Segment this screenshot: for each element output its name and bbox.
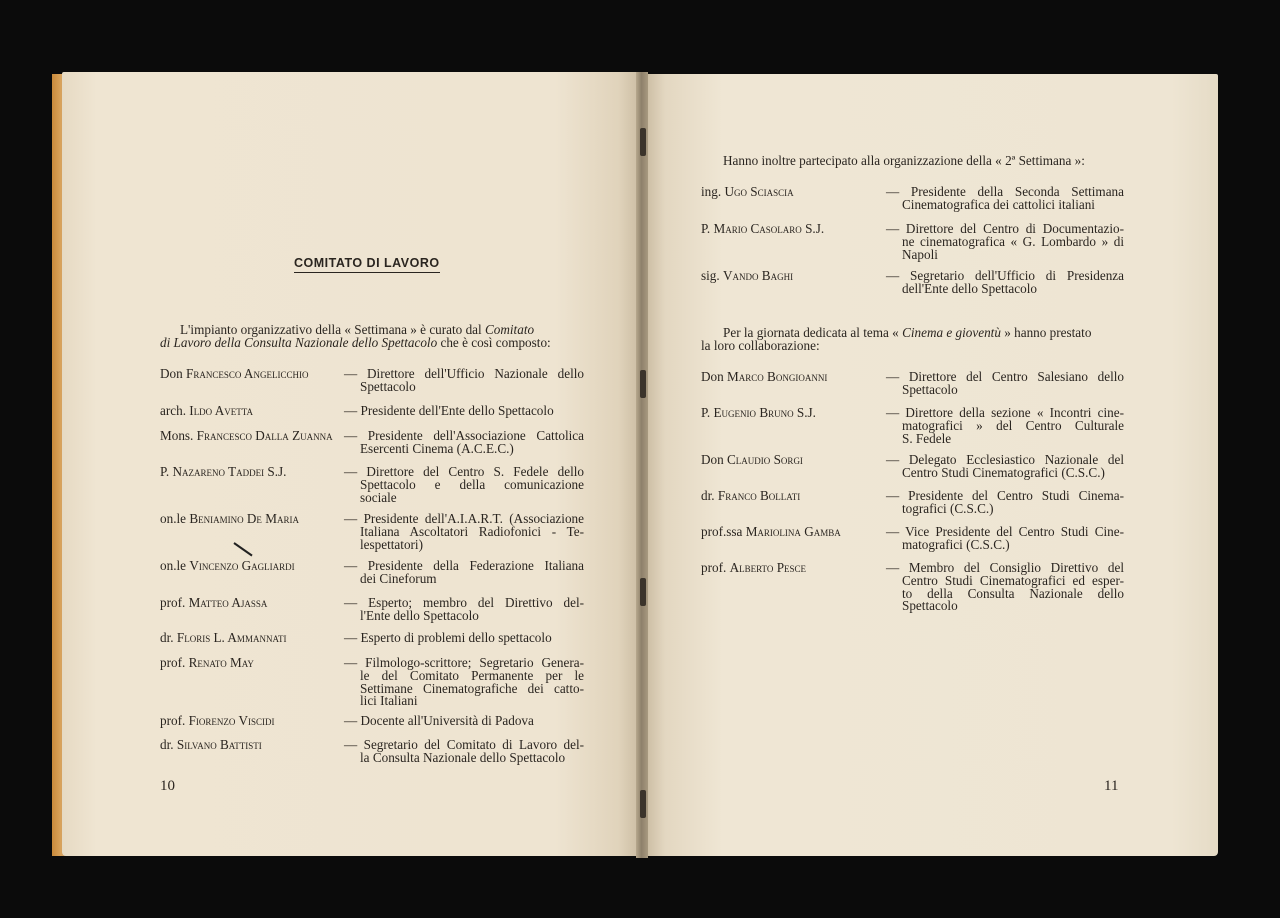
member-role-line: Spettacolo e della comunicazione [360,476,584,492]
binding-stitch [640,128,646,156]
member-role-line: Centro Studi Cinematografici (C.S.C.) [902,464,1105,480]
member-surname: Renato May [188,655,254,670]
member-role-line: dell'Ente dello Spettacolo [902,280,1037,296]
member-role-line: — Presidente dell'A.I.A.R.T. (Associazione [344,511,584,526]
member-role-line: Spettacolo [902,381,958,397]
member-role-line: — Presidente dell'Ente dello Spettacolo [344,403,554,418]
page-number: 10 [160,778,175,794]
member-role-line: — Direttore del Centro di Documentazio- [886,221,1124,236]
member-title-prefix: arch. [160,403,190,418]
member-name [160,632,286,645]
member-surname: Mariolina Gamba [745,524,841,539]
member-role-line: — Presidente dell'Associazione Cattolica [344,428,584,443]
right-intro-1: Hanno inoltre partecipato alla organizzazione della « 2ª Settimana »: [723,153,1085,168]
member-surname: Mario Casolaro S.J. [713,221,825,236]
member-title-prefix: dr. [701,488,718,503]
member-surname: Floris L. Ammannati [176,630,287,645]
member-name [701,454,803,467]
member-role-line: S. Fedele [902,430,952,446]
intro-text: che è così composto: [437,335,551,350]
member-name [160,513,299,526]
member-role-line: Spettacolo [360,378,416,394]
member-title-prefix: prof.ssa [701,524,746,539]
member-surname: Matteo Ajassa [188,595,268,610]
member-role-line: — Esperto; membro del Direttivo del- [344,595,584,610]
member-role-line: Spettacolo [902,598,958,614]
member-role-line: — Filmologo-scrittore; Segretario Genera- [344,655,584,670]
member-role-line: — Delegato Ecclesiastico Nazionale del [886,452,1124,467]
member-surname: Claudio Sorgi [727,452,803,467]
member-role-line: matografici (C.S.C.) [902,536,1010,552]
member-title-prefix: prof. [160,713,189,728]
member-role-line: lespettatori) [360,536,423,552]
member-name [701,186,794,199]
intro-text: L'impianto organizzativo della « Settimana » è curato dal [180,322,485,337]
member-name [701,490,800,503]
member-name [701,562,806,575]
member-role-line: le del Comitato Permanente per le [360,667,584,683]
member-role-line: Italiana Ascoltatori Radiofonici - Te- [360,523,584,539]
member-name [160,739,262,752]
member-role-line: — Docente all'Università di Padova [344,713,534,728]
member-title-prefix: Don [160,366,187,381]
member-title-prefix: on.le [160,511,190,526]
member-role-line: tografici (C.S.C.) [902,500,994,516]
member-surname: Alberto Pesce [729,560,807,575]
member-title-prefix: on.le [160,558,190,573]
member-role-line: — Direttore del Centro Salesiano dello [886,369,1124,384]
member-title-prefix: prof. [160,655,189,670]
member-title-prefix: Don [701,452,728,467]
member-surname: Ildo Avetta [189,403,254,418]
member-role-line: — Presidente del Centro Studi Cinema- [886,488,1124,503]
member-role-line: Settimane Cinematografiche dei catto- [360,680,584,696]
member-name [160,368,308,381]
member-title-prefix: Mons. [160,428,197,443]
member-surname: Beniamino De Maria [189,511,299,526]
member-role-line: — Membro del Consiglio Direttivo del [886,560,1124,575]
intro-text: Per la giornata dedicata al tema « [723,325,903,340]
intro-italic: di Lavoro della Consulta Nazionale dello Spettacolo [160,335,438,350]
member-name [701,407,816,420]
member-role-line: Napoli [902,246,938,262]
book-gutter [636,72,648,858]
member-name [160,657,254,670]
intro-italic: Cinema e gioventù [902,325,1001,340]
member-name [701,270,793,283]
member-role-line: — Segretario del Comitato di Lavoro del- [344,737,584,752]
member-role-line: matografici » del Centro Culturale [902,417,1124,433]
member-name [160,430,333,443]
member-role-line: la Consulta Nazionale dello Spettacolo [360,749,566,765]
member-title-prefix: sig. [701,268,723,283]
member-surname: Nazareno Taddei S.J. [172,464,287,479]
member-role-line: lici Italiani [360,693,418,709]
member-role-line: ne cinematografica « G. Lombardo » di [902,233,1124,249]
member-surname: Silvano Battisti [176,737,262,752]
member-surname: Vando Baghi [722,268,794,283]
intro-italic: Comitato [484,322,535,337]
member-title-prefix: prof. [160,595,189,610]
member-name [160,715,275,728]
member-surname: Fiorenzo Viscidi [188,713,275,728]
member-title-prefix: prof. [701,560,730,575]
page-title: COMITATO DI LAVORO [294,256,440,273]
intro-text: » hanno prestato [1000,325,1092,340]
member-name [701,223,824,236]
member-name [160,405,253,418]
member-name [701,371,827,384]
member-name [160,560,295,573]
member-role-line: sociale [360,489,397,505]
member-title-prefix: dr. [160,737,177,752]
member-role-line: — Presidente della Seconda Settimana [886,184,1124,199]
member-role-line: — Segretario dell'Ufficio di Presidenza [886,268,1124,283]
page-number: 11 [1104,778,1119,794]
member-surname: Ugo Sciascia [724,184,794,199]
member-role-line: — Vice Presidente del Centro Studi Cine- [886,524,1124,539]
member-name [701,526,841,539]
binding-stitch [640,370,646,398]
member-role-line: Esercenti Cinema (A.C.E.C.) [360,440,514,456]
member-title-prefix: ing. [701,184,725,199]
member-title-prefix: P. [160,464,173,479]
member-name [160,466,286,479]
member-name [160,597,267,610]
member-surname: Francesco Dalla Zuanna [196,428,333,443]
member-surname: Eugenio Bruno S.J. [713,405,816,420]
member-title-prefix: P. [701,221,714,236]
intro-line-2 [160,337,551,350]
member-surname: Franco Bollati [717,488,801,503]
member-surname: Vincenzo Gagliardi [189,558,295,573]
member-role-line: — Direttore del Centro S. Fedele dello [344,464,584,479]
member-title-prefix: dr. [160,630,177,645]
right-intro-2-line-2: la loro collaborazione: [701,338,820,353]
member-surname: Marco Bongioanni [727,369,828,384]
member-role-line: Cinematografica dei cattolici italiani [902,196,1095,212]
member-surname: Francesco Angelicchio [186,366,309,381]
binding-stitch [640,578,646,606]
member-role-line: — Direttore della sezione « Incontri cine- [886,405,1124,420]
member-role-line: l'Ente dello Spettacolo [360,607,479,623]
member-role-line: — Esperto di problemi dello spettacolo [344,630,552,645]
member-role-line: — Direttore dell'Ufficio Nazionale dello [344,366,584,381]
member-role-line: dei Cineforum [360,570,437,586]
member-title-prefix: Don [701,369,728,384]
binding-stitch [640,790,646,818]
member-role-line: — Presidente della Federazione Italiana [344,558,584,573]
member-title-prefix: P. [701,405,714,420]
member-role-line: to della Consulta Nazionale dello [902,585,1124,601]
member-role-line: Centro Studi Cinematografici ed esper- [902,572,1124,588]
